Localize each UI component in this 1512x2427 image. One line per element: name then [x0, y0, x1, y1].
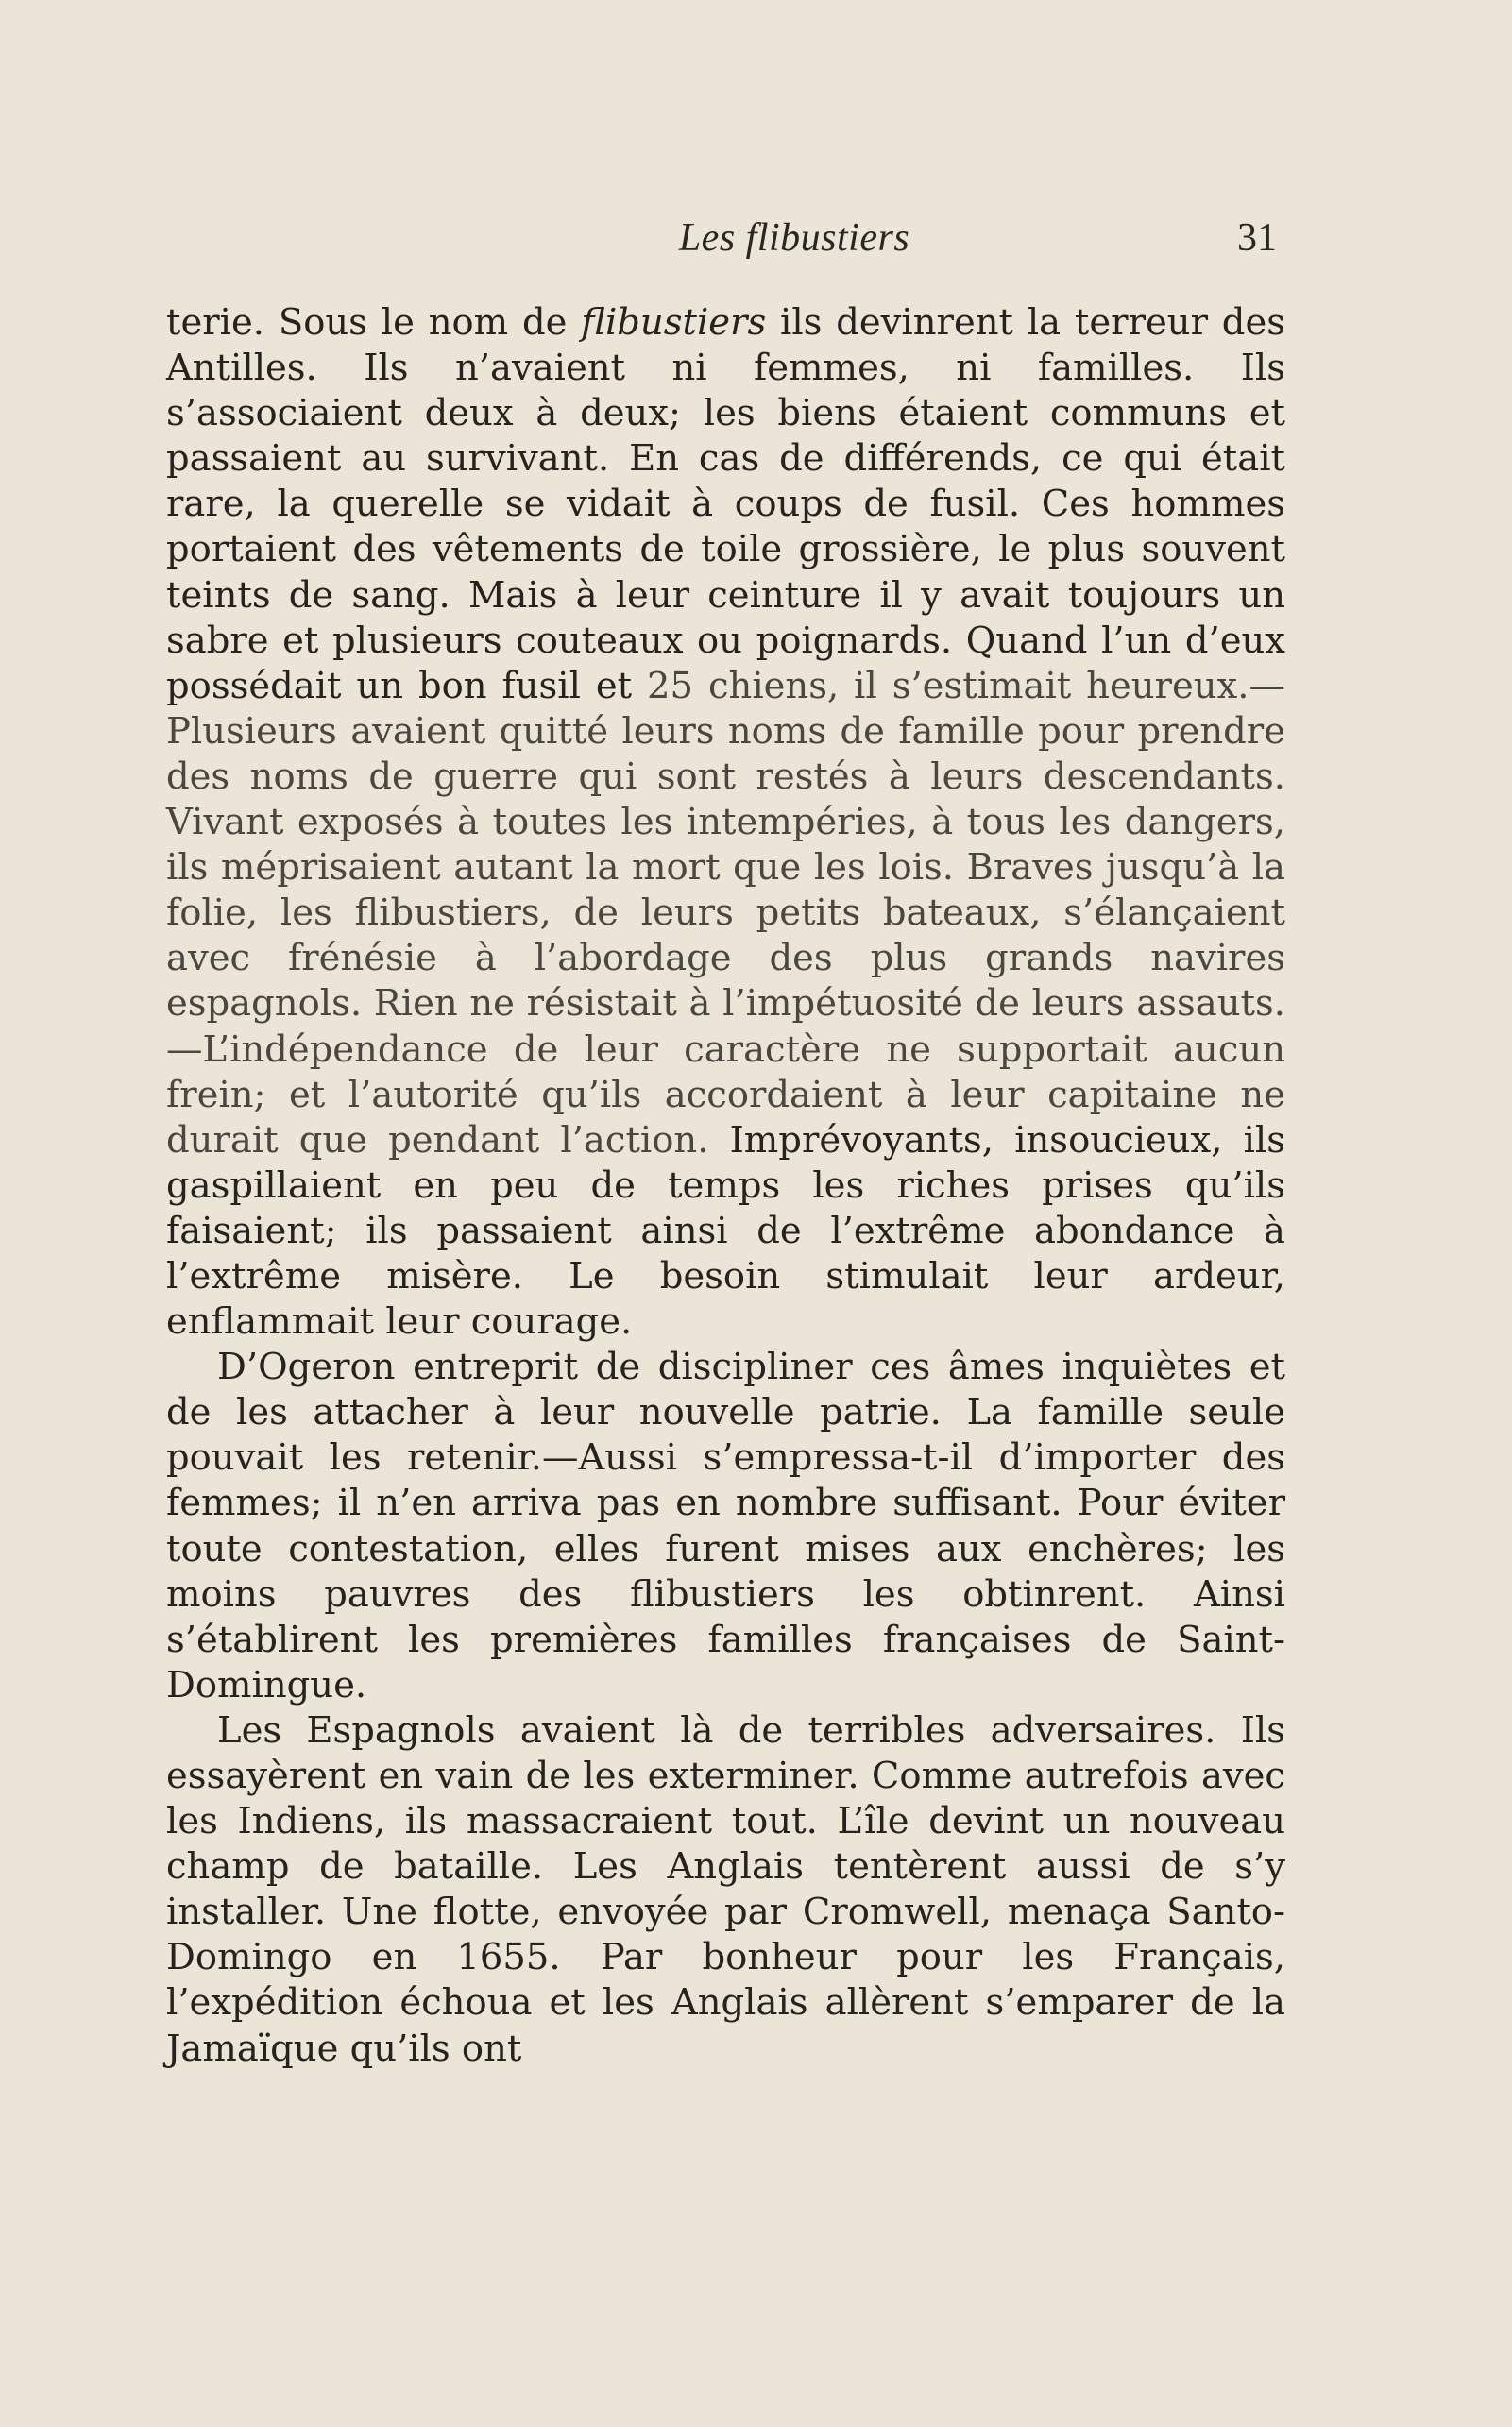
paragraph-1-start: terie. Sous le nom de — [166, 301, 582, 344]
paragraph-3: Les Espagnols avaient là de terribles adversaires. Ils essayèrent en vain de les exterminer. Comme autrefois avec les Indiens, ils massacraient tout. L’île devint un nouveau champ de bataille. Les Anglais tentèrent aussi de s’y installer. Une flotte, envoyée par Cromwell, menaça Santo-Domingo en 1655. Par bonheur pour les Français, l’expédition échoua et les Anglais allèrent s’emparer de la Jamaïque qu’ils ont — [166, 1708, 1285, 2070]
paragraph-2: D’Ogeron entreprit de discipliner ces âmes inquiètes et de les attacher à leur nouvelle patrie. La famille seule pouvait les retenir.—Aussi s’empressa-t-il d’importer des femmes; il n’en arriva pas en nombre suffisant. Pour éviter toute contestation, elles furent mises aux enchères; les moins pauvres des flibustiers les obtinrent. Ainsi s’établirent les premières familles françaises de Saint-Domingue. — [166, 1346, 1285, 1706]
paragraph-1-middle: ils devinrent la terreur des Antilles. Ils n’avaient ni femmes, ni familles. Ils s’associaient deux à deux; les biens étaient communs et passaient au survivant. En cas de différends, ce qui était rare, la querelle se vidait à coups de fusil. Ces hommes portaient des vêtements de toile grossière, le plus souvent teints de sang. Mais à leur ceinture il y avait toujours un sabre et plusieurs couteaux ou poignards. Quand l’un d’eux possédait un bon fusil et — [166, 301, 1285, 707]
page-number: 31 — [1237, 216, 1277, 260]
paragraph-1-end: Imprévoyants, insoucieux, ils gaspillaient en peu de temps les riches prises qu’ils faisaient; ils passaient ainsi de l’extrême abondance à l’extrême misère. Le besoin stimulait leur ardeur, enflammait leur courage. — [166, 1118, 1285, 1344]
paragraph-1-faded-passage: 25 chiens, il s’estimait heureux.—Plusieurs avaient quitté leurs noms de famille pour prendre des noms de guerre qui sont restés à leurs descendants. Vivant exposés à toutes les intempéries, à tous les dangers, ils méprisaient autant la mort que les lois. Braves jusqu’à la folie, les flibustiers, de leurs petits bateaux, s’élançaient avec frénésie à l’abordage des plus grands navires espagnols. Rien ne résistait à l’impétuosité de leurs assauts.—L’indépendance de leur caractère ne supportait aucun frein; et l’autorité qu’ils accordaient à leur capitaine ne durait que pendant l’action. — [166, 664, 1285, 1162]
body-text — [166, 300, 1285, 2072]
italic-term-flibustiers: flibustiers — [581, 301, 767, 344]
paragraph-1 — [166, 300, 1285, 1345]
running-title: Les flibustiers — [678, 216, 910, 260]
page-header — [166, 215, 1277, 272]
